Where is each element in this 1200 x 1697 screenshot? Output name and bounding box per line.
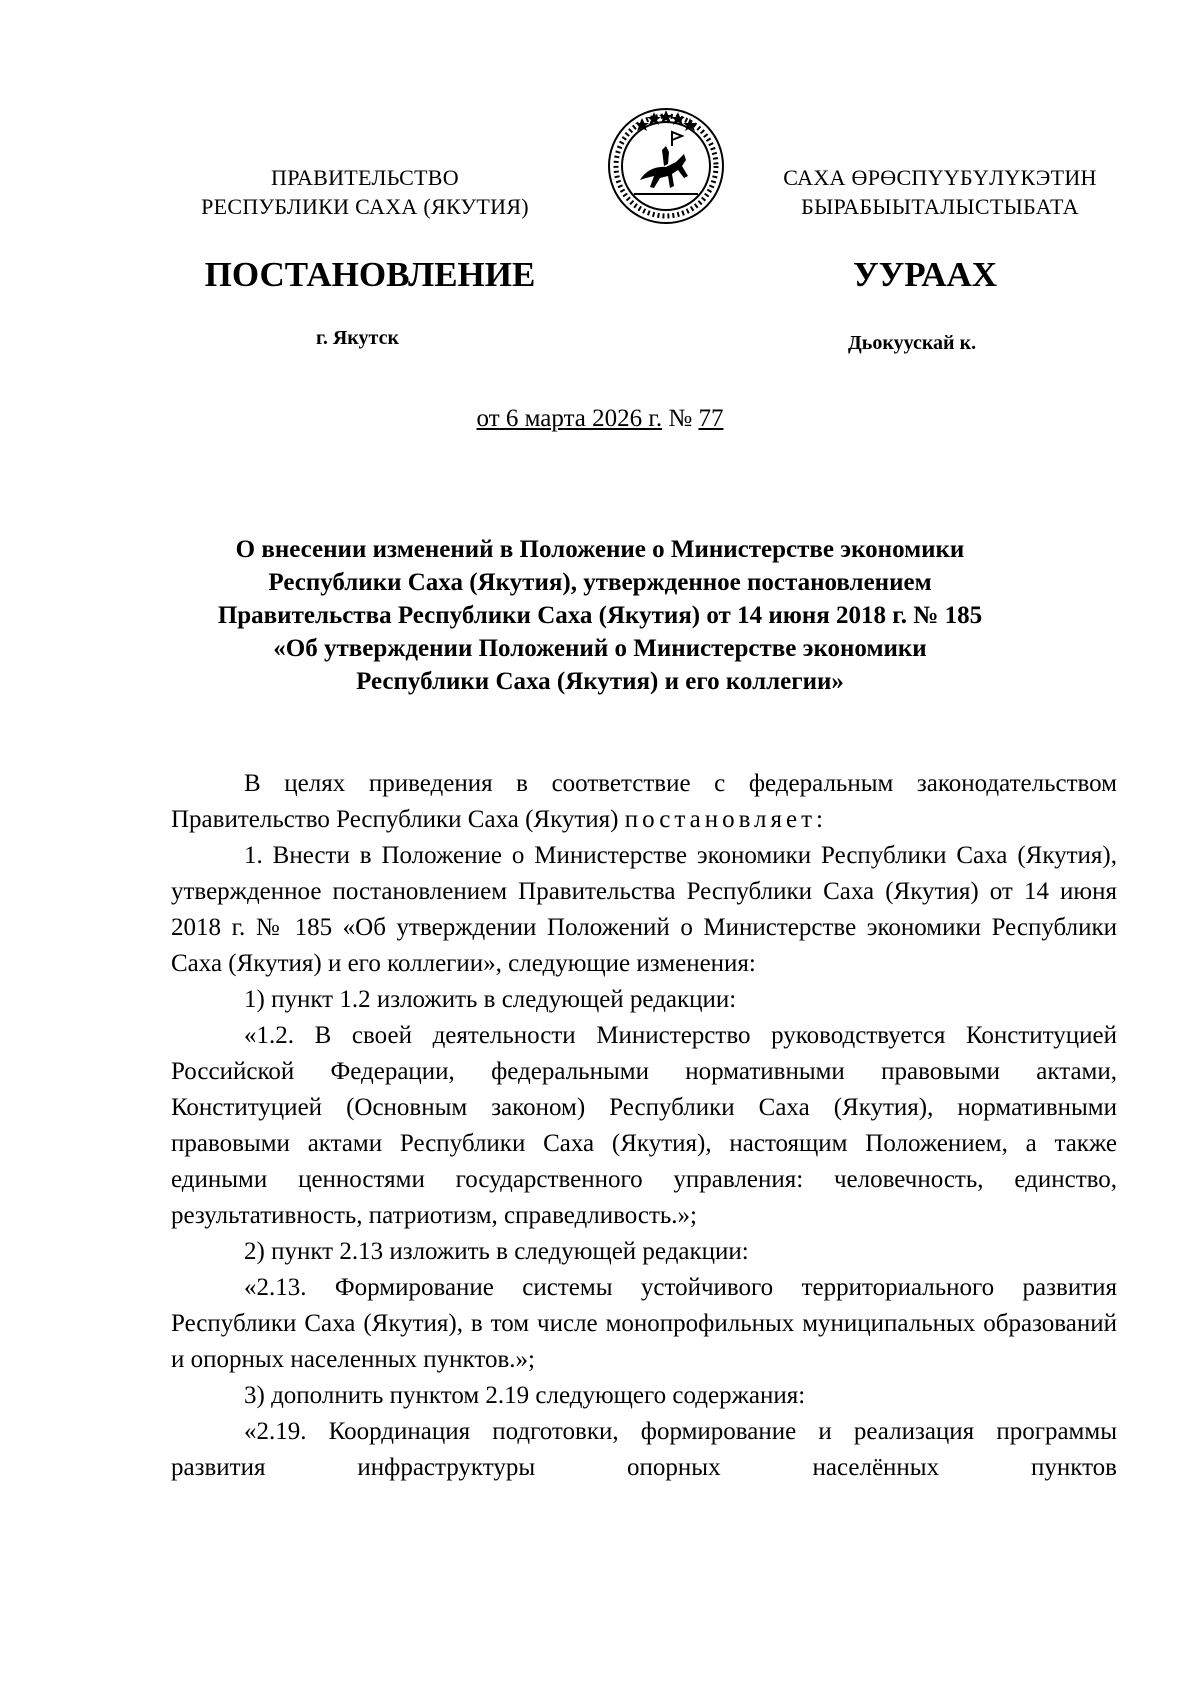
subparagraph-1-text: «1.2. В своей деятельности Министерство руководствуется Конституцией Российской Федерации, федеральными нормативными правовыми актами, Конституцией (Основным законом) Республики Саха (Якутия), нормативными правовыми актами Республики Саха (Якутия), настоящим Положением, а также едиными ценностями государственного управления: человечность, единство, результативность, патриотизм, справедливость.»; <box>171 1022 1117 1229</box>
intro-paragraph <box>171 766 1117 838</box>
org-name-sah <box>745 163 1135 221</box>
subparagraph-1-heading: 1) пункт 1.2 изложить в следующей редакции: <box>244 986 737 1013</box>
title-line: Правительства Республики Саха (Якутия) от 14 июня 2018 г. № 185 <box>217 602 983 629</box>
doc-type-sah: УУРААХ <box>852 255 998 294</box>
city-ru: г. Якутск <box>316 327 399 349</box>
subparagraph-2-heading: 2) пункт 2.13 изложить в следующей редакции: <box>244 1238 749 1265</box>
title-line: «Об утверждении Положений о Министерстве экономики <box>273 635 927 662</box>
title-line: Республики Саха (Якутия), утвержденное постановлением <box>268 569 932 596</box>
date-value: 6 марта 2026 г. <box>505 405 663 432</box>
org-name-sah-line2: БЫРАБЫЫТАЛЫСТЫБАТА <box>801 194 1079 219</box>
subparagraph-2-text: «2.13. Формирование системы устойчивого территориального развития Республики Саха (Якутия), в том числе монопрофильных муниципальных образований и опорных населенных пунктов.»; <box>171 1274 1117 1373</box>
doc-type-ru: ПОСТАНОВЛЕНИЕ <box>204 255 536 294</box>
date-line <box>300 404 900 434</box>
document-body <box>171 766 1117 1486</box>
subparagraph-3-text: «2.19. Координация подготовки, формирование и реализация программы развития инфраструктуры опорных населённых пунктов <box>171 1418 1117 1481</box>
number-sign: № <box>668 405 693 432</box>
org-name-ru-line1: ПРАВИТЕЛЬСТВО <box>271 165 459 190</box>
org-name-ru <box>175 163 555 221</box>
coat-of-arms-icon <box>606 106 726 226</box>
title-line: О внесении изменений в Положение о Министерстве экономики <box>235 536 965 563</box>
document-title <box>170 533 1030 698</box>
city-sah: Дьокуускай к. <box>848 332 977 354</box>
intro-text: В целях приведения в соответствие с федеральным законодательством Правительство Республики Саха (Якутия) <box>171 770 1117 833</box>
title-line: Республики Саха (Якутия) и его коллегии» <box>356 668 844 695</box>
doc-number: 77 <box>698 405 724 432</box>
org-name-ru-line2: РЕСПУБЛИКИ САХА (ЯКУТИЯ) <box>201 194 529 219</box>
date-prefix: от <box>476 405 500 432</box>
subparagraph-3-heading: 3) дополнить пунктом 2.19 следующего содержания: <box>244 1382 806 1409</box>
intro-verb: постановляет: <box>624 806 827 833</box>
org-name-sah-line1: САХА ӨРӨСПҮҮБҮЛҮКЭТИН <box>783 165 1097 190</box>
paragraph-1: 1. Внести в Положение о Министерстве экономики Республики Саха (Якутия), утвержденное постановлением Правительства Республики Саха (Якутия) от 14 июня 2018 г. № 185 «Об утверждении Положений о Министерстве экономики Республики Саха (Якутия) и его коллегии», следующие изменения: <box>171 842 1117 977</box>
